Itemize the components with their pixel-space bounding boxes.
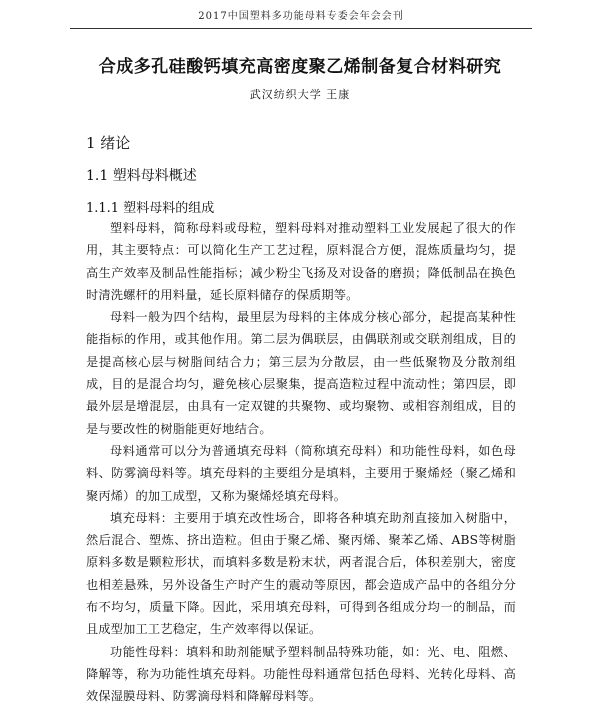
section-heading-1-1: 1.1 塑料母料概述	[86, 168, 197, 184]
body-text	[86, 217, 516, 708]
paragraph-masterbatch-intro: 塑料母料，简称母料或母粒，塑料母料对推动塑料工业发展起了很大的作用，其主要特点：可以简化生产工艺过程，原料混合方便，混炼质量均匀，提高生产效率及制品性能指标；减少粉尘飞扬及对设备的磨损；降低制品在换色时清洗螺杆的用料量，延长原料储存的保质期等。	[86, 221, 516, 302]
paper-title: 合成多孔硅酸钙填充高密度聚乙烯制备复合材料研究	[98, 57, 502, 77]
paragraph-functional-masterbatch: 功能性母料：填料和助剂能赋予塑料制品特殊功能，如：光、电、阻燃、降解等，称为功能性填充母料。功能性母料通常包括色母料、光转化母料、高效保湿膜母料、防雾滴母料和降解母料等。	[86, 644, 516, 704]
paragraph-masterbatch-types: 母料通常可以分为普通填充母料（简称填充母料）和功能性母料，如色母料、防雾滴母料等。填充母料的主要组分是填料，主要用于聚烯烃（聚乙烯和聚丙烯）的加工成型，又称为聚烯烃填充母料。	[86, 443, 516, 503]
section-heading-1: 1 绪论	[86, 134, 131, 152]
paragraph-filler-masterbatch: 填充母料：主要用于填充改性场合，即将各种填充助剂直接加入树脂中，然后混合、塑炼、挤出造粒。但由于聚乙烯、聚丙烯、聚苯乙烯、ABS等树脂原料多数是颗粒形状，而填料多数是粉末状，两者混合后，体积差别大，密度也相差悬殊，另外设备生产时产生的震动等原因，都会造成产品中的各组分分布不均匀，质量下降。因此，采用填充母料，可得到各组成分均一的制品，而且成型加工工艺稳定，生产效率得以保证。	[86, 510, 516, 637]
section-heading-1-1-1: 1.1.1 塑料母料的组成	[86, 201, 215, 216]
author-affiliation: 武汉纺织大学 王康	[249, 88, 351, 101]
running-header: 2017中国塑料多功能母料专委会年会会刊	[70, 7, 532, 29]
paragraph-four-layer-structure: 母料一般为四个结构，最里层为母料的主体成分核心部分，起提高某种性能指标的作用，或其他作用。第二层为偶联层，由偶联剂或交联剂组成，目的是提高核心层与树脂间结合力；第三层为分散层，由一些低聚物及分散剂组成，目的是混合均匀，避免核心层聚集，提高造粒过程中流动性；第四层，即最外层是增混层，由具有一定双键的共聚物、或均聚物、或相容剂组成，目的是与要改性的树脂能更好地结合。	[86, 310, 516, 436]
